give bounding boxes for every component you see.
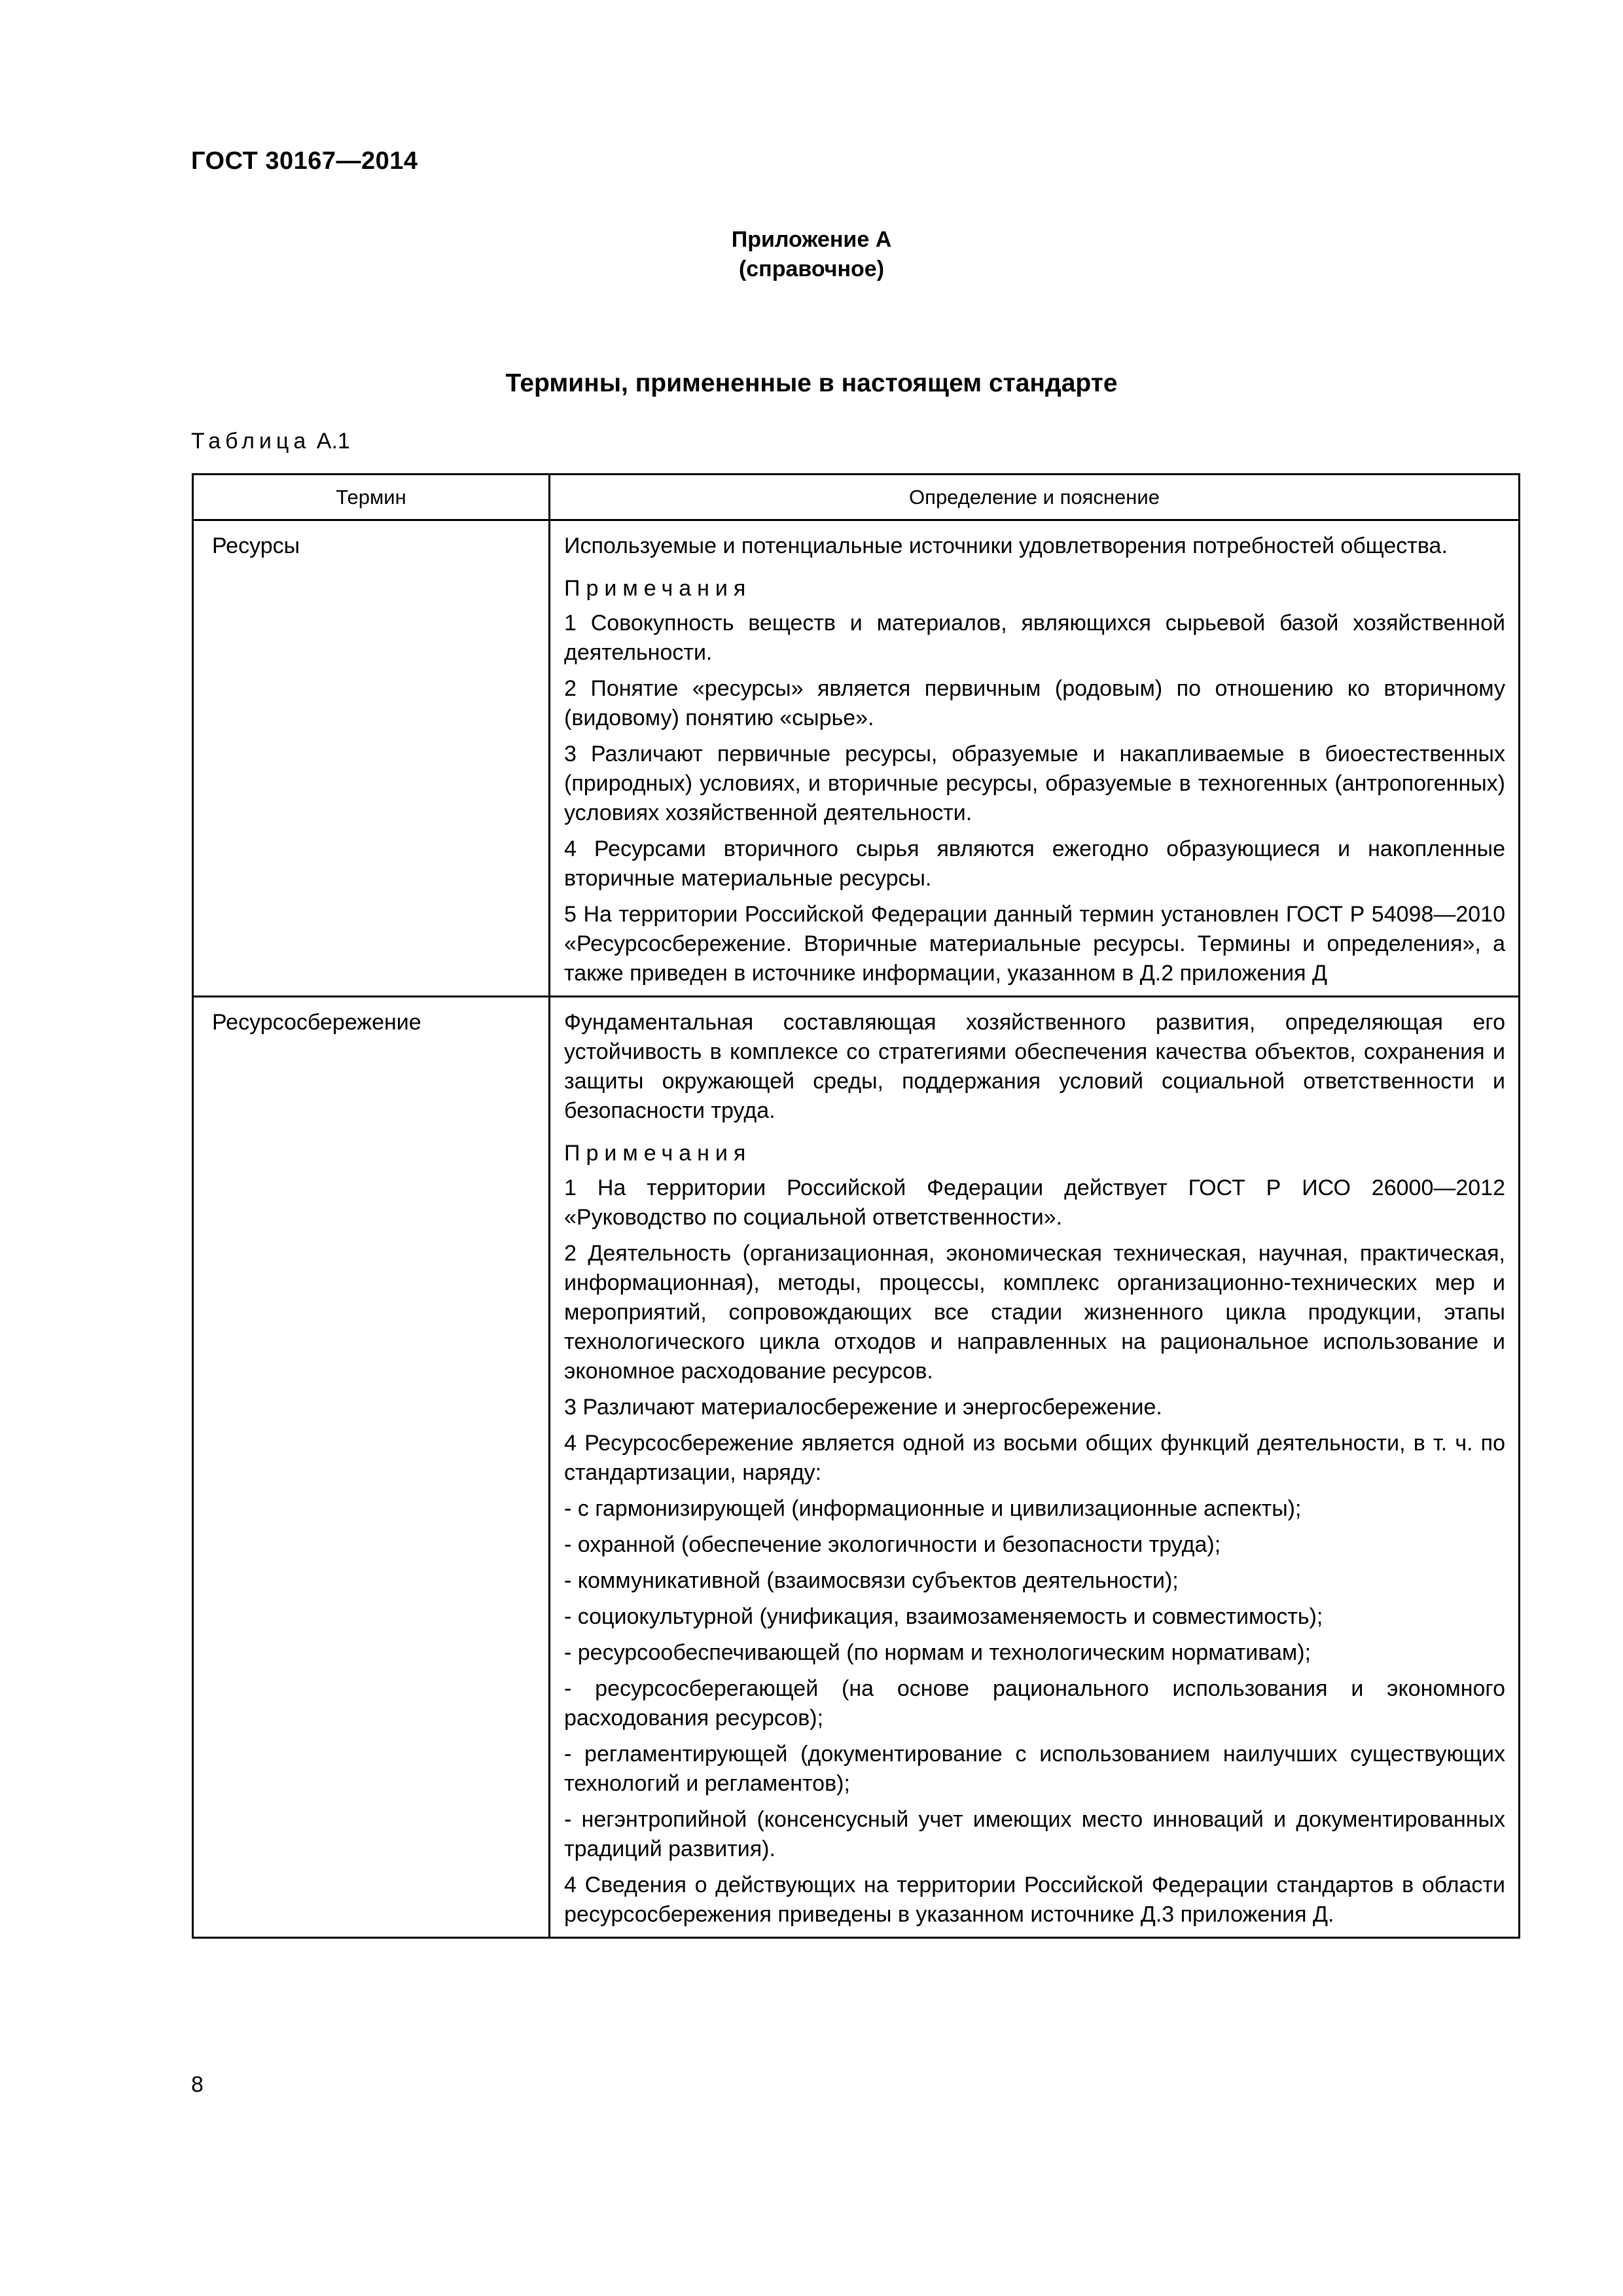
note-item: 3 Различают первичные ресурсы, образуемые и накапливаемые в биоестественных (природных) условиях, и вторичные ресурсы, образуемые в техногенных (антропогенных) условиях хозяйственной деятельности. [564, 742, 1505, 825]
definition-cell [550, 997, 1520, 1938]
list-item: - ресурсосберегающей (на основе рационального использования и экономного расходования ресурсов); [564, 1676, 1505, 1731]
appendix-subtitle: (справочное) [738, 257, 885, 281]
table-caption [191, 429, 350, 454]
definition-text: Используемые и потенциальные источники удовлетворения потребностей общества. [564, 533, 1448, 558]
note-item: 1 На территории Российской Федерации действует ГОСТ Р ИСО 26000—2012 «Руководство по социальной ответственности». [564, 1175, 1505, 1230]
definition-text: Фундаментальная составляющая хозяйственного развития, определяющая его устойчивость в комплексе со стратегиями обеспечения качества объектов, сохранения и защиты окружающей среды, поддержания условий социальной ответственности и безопасности труда. [564, 1010, 1505, 1123]
table-row [193, 997, 1520, 1938]
note-item: 4 Сведения о действующих на территории Российской Федерации стандартов в области ресурсосбережения приведены в указанном источнике Д.3 приложения Д. [564, 1873, 1505, 1927]
term-cell: Ресурсосбережение [193, 997, 550, 1938]
list-item: - негэнтропийной (консенсусный учет имеющих место инноваций и документированных традиций развития). [564, 1807, 1505, 1861]
table-row [193, 520, 1520, 997]
list-item: - охранной (обеспечение экологичности и безопасности труда); [564, 1532, 1221, 1557]
column-header-term: Термин [193, 475, 550, 520]
note-item: 2 Деятельность (организационная, экономическая техническая, научная, практическая, информационная), методы, процессы, комплекс организационно-технических мер и мероприятий, сопровождающих все стадии жизненного цикла продукции, этапы технологического цикла отходов и направленных на рациональное использование и экономное расходование ресурсов. [564, 1241, 1505, 1384]
list-item: - социокультурной (унификация, взаимозаменяемость и совместимость); [564, 1604, 1323, 1629]
appendix-title: Приложение А [731, 227, 892, 252]
definition-cell [550, 520, 1520, 997]
list-item: - ресурсообеспечивающей (по нормам и технологическим нормативам); [564, 1640, 1311, 1665]
note-item: 4 Ресурсосбережение является одной из восьми общих функций деятельности, в т. ч. по стандартизации, наряду: [564, 1431, 1505, 1485]
page-number: 8 [191, 2072, 204, 2097]
table-caption-word: Таблица [191, 429, 311, 454]
section-heading: Термины, примененные в настоящем стандарте [505, 369, 1118, 397]
table-header-row [193, 475, 1520, 520]
list-item: - регламентирующей (документирование с использованием наилучших существующих технологий и регламентов); [564, 1742, 1505, 1796]
term-cell: Ресурсы [193, 520, 550, 997]
note-item: 4 Ресурсами вторичного сырья являются ежегодно образующиеся и накопленные вторичные материальные ресурсы. [564, 836, 1505, 891]
note-item: 1 Совокупность веществ и материалов, являющихся сырьевой базой хозяйственной деятельности. [564, 611, 1505, 665]
list-item: - коммуникативной (взаимосвязи субъектов деятельности); [564, 1568, 1179, 1593]
table-caption-number: А.1 [316, 429, 350, 454]
column-header-definition: Определение и пояснение [550, 475, 1520, 520]
note-item: 3 Различают материалосбережение и энергосбережение. [564, 1395, 1162, 1420]
terms-table [192, 473, 1520, 1939]
notes-title: Примечания [564, 576, 752, 601]
notes-title: Примечания [564, 1141, 752, 1166]
list-item: - с гармонизирующей (информационные и цивилизационные аспекты); [564, 1496, 1302, 1521]
note-item: 5 На территории Российской Федерации данный термин установлен ГОСТ Р 54098—2010 «Ресурсосбережение. Вторичные материальные ресурсы. Термины и определения», а также приведен в источнике информации, указанном в Д.2 приложения Д [564, 902, 1505, 986]
note-item: 2 Понятие «ресурсы» является первичным (родовым) по отношению ко вторичному (видовому) понятию «сырье». [564, 676, 1505, 730]
standard-number: ГОСТ 30167—2014 [191, 147, 418, 175]
